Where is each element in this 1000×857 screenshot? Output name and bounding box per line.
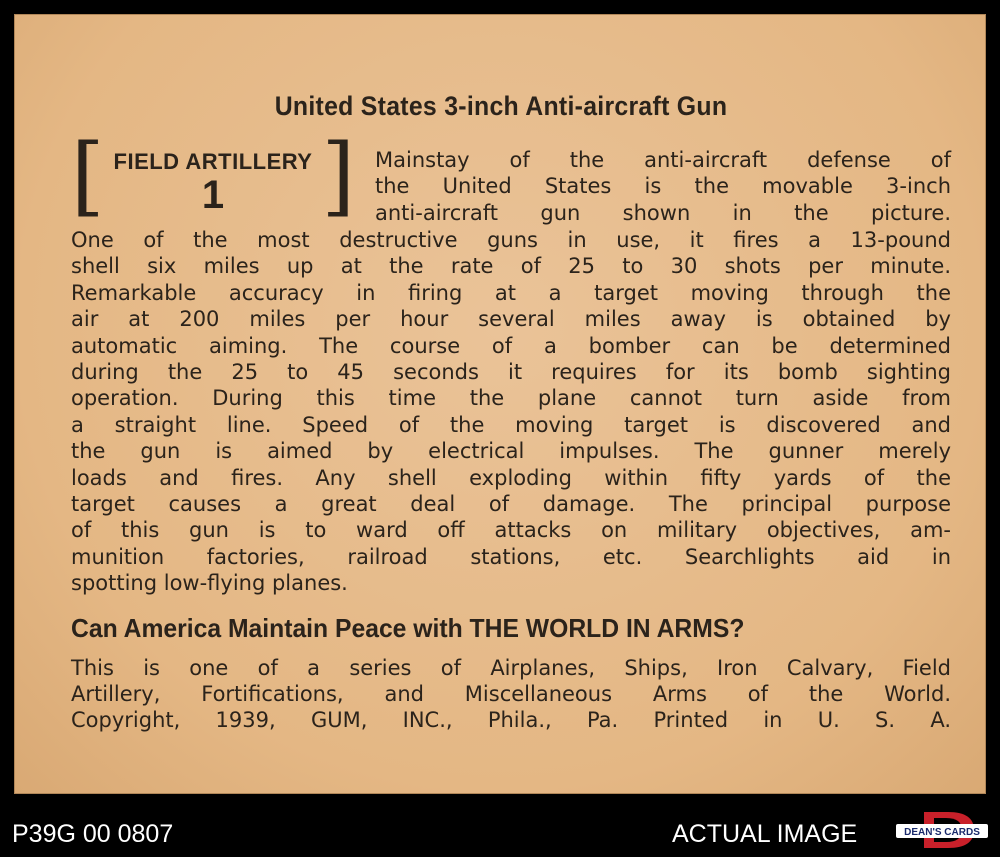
right-bracket-icon: ]: [321, 126, 355, 226]
category-name: FIELD ARTILLERY: [113, 149, 313, 174]
intro-line: the United States is the movable 3-inch: [375, 174, 951, 199]
left-bracket-icon: [: [71, 126, 105, 226]
description-line: shell six miles up at the rate of 25 to 30 shots per minute.: [71, 254, 951, 279]
card-title: United States 3-inch Anti-aircraft Gun: [274, 91, 728, 121]
description-line: One of the most destructive guns in use, it fires a 13-pound: [71, 228, 951, 252]
deans-cards-logo-icon: [894, 810, 990, 850]
description-line: munition factories, railroad stations, etc. Searchlights aid in: [71, 544, 951, 569]
series-line: This is one of a series of Airplanes, Ships, Iron Calvary, Field: [71, 656, 951, 680]
actual-image-label: ACTUAL IMAGE: [672, 820, 858, 848]
card-back: [14, 14, 986, 794]
description-text: [71, 227, 951, 597]
description-line: during the 25 to 45 seconds it requires for its bomb sighting: [71, 360, 951, 385]
description-line: Remarkable accuracy in firing at a target moving through the: [71, 280, 951, 305]
intro-line: Mainstay of the anti-aircraft defense of: [375, 148, 951, 172]
description-line: target causes a great deal of damage. The principal purpose: [71, 492, 951, 517]
description-line: operation. During this time the plane cannot turn aside from: [71, 386, 951, 411]
intro-line: anti-aircraft gun shown in the picture.: [375, 200, 951, 225]
description-line: spotting low-flying planes.: [71, 571, 348, 596]
intro-text: [375, 147, 951, 226]
series-info: [71, 655, 951, 733]
category-number: 1: [201, 173, 225, 217]
svg-text:DEAN'S CARDS: DEAN'S CARDS: [904, 827, 980, 838]
description-line: air at 200 miles per hour several miles away is obtained by: [71, 307, 951, 332]
description-line: the gun is aimed by electrical impulses. The gunner merely: [71, 439, 951, 464]
series-line: Copyright, 1939, GUM, INC., Phila., Pa. Printed in U. S. A.: [71, 708, 951, 732]
series-line: Artillery, Fortifications, and Miscellaneous Arms of the World.: [71, 682, 951, 706]
description-line: of this gun is to ward off attacks on military objectives, am-: [71, 518, 951, 543]
description-line: a straight line. Speed of the moving target is discovered and: [71, 412, 951, 437]
description-line: automatic aiming. The course of a bomber can be determined: [71, 333, 951, 358]
cert-id: P39G 00 0807: [12, 820, 174, 848]
series-tagline: Can America Maintain Peace with THE WORLD IN ARMS?: [71, 613, 745, 643]
category-box: [71, 126, 355, 229]
footer-bar: [0, 800, 1000, 857]
description-line: loads and fires. Any shell exploding within fifty yards of the: [71, 465, 951, 490]
